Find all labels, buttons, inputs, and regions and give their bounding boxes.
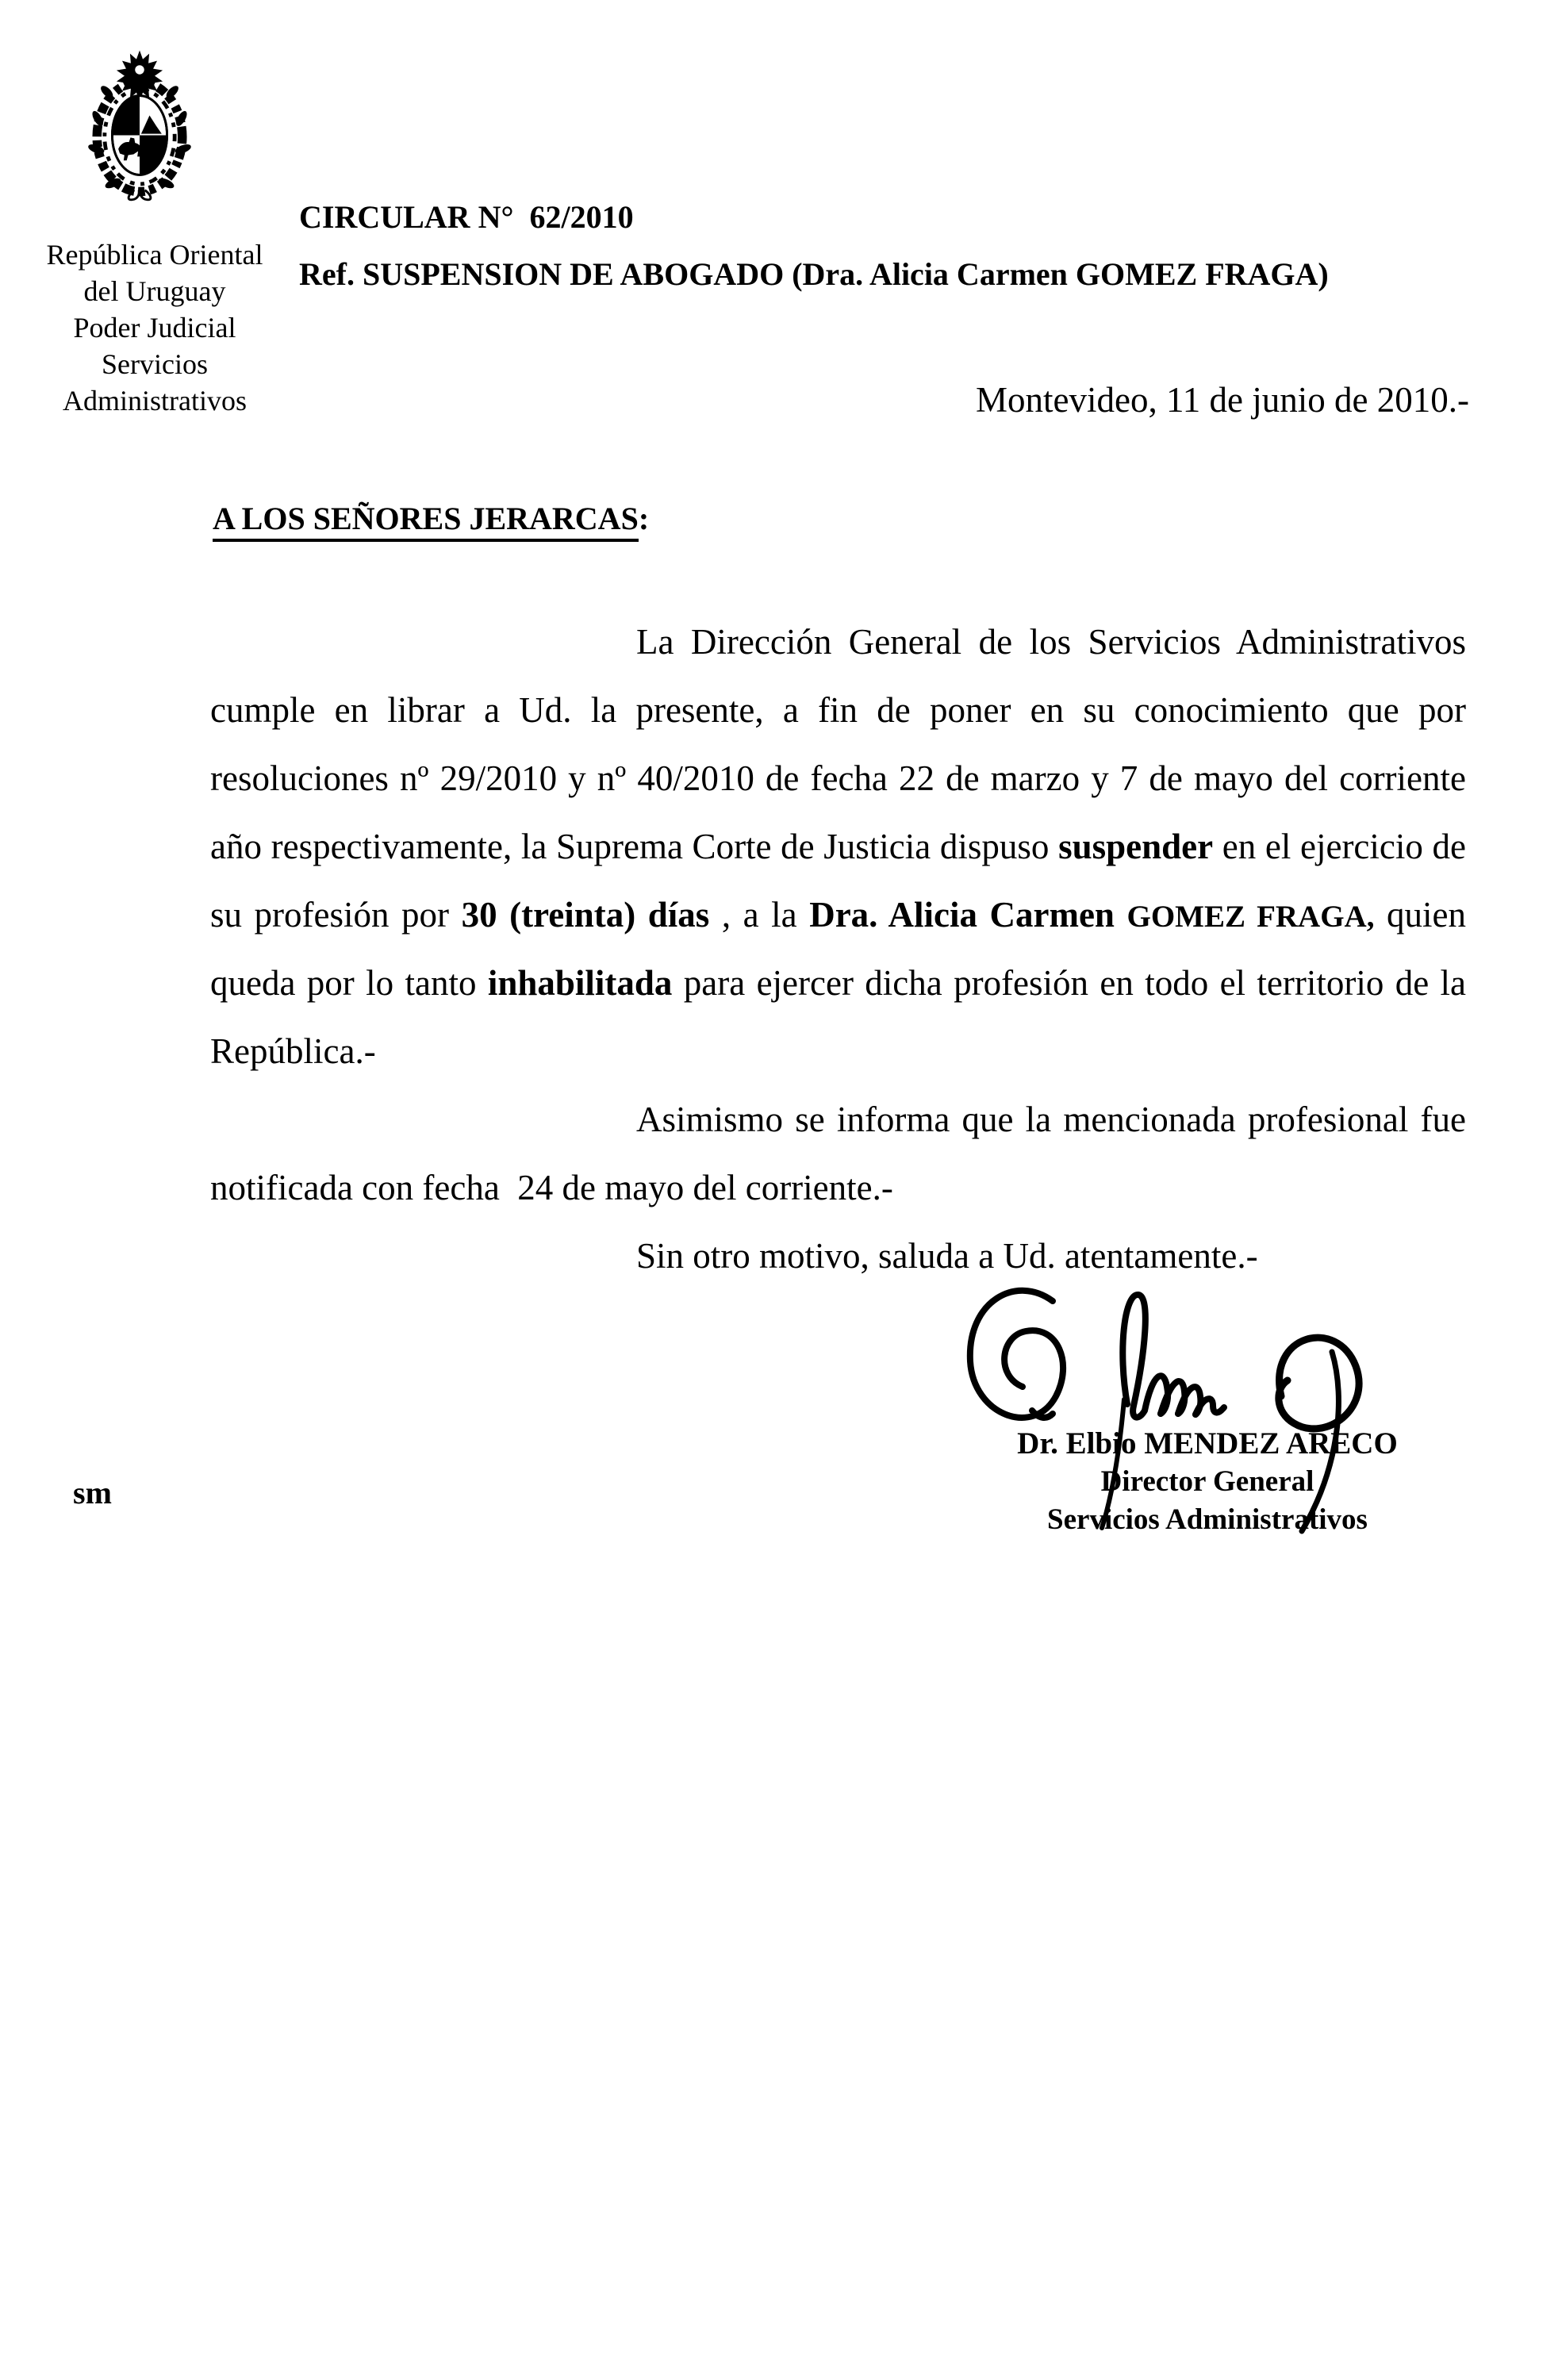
body-text-segment: en el ejercicio de [1213,827,1466,866]
body-line [210,1222,1466,1290]
institution-line: República Oriental [46,239,263,271]
institution-line: Administrativos [63,385,247,416]
signature-block [961,1425,1453,1539]
body-text-segment: queda por lo tanto [210,963,488,1003]
body-line [210,608,1466,676]
salutation-colon: : [638,501,650,536]
typist-initials: sm [73,1475,112,1511]
signer-office: Servicios Administrativos [1047,1503,1368,1536]
body-text-segment: su profesión por [210,895,462,935]
body-text-segment-bold: Dra. Alicia Carmen [809,895,1127,935]
circular-number: CIRCULAR N° 62/2010 [299,199,634,235]
body-text-segment-bold: GOMEZ FRAGA, [1126,900,1375,934]
body-text-segment: notificada con fecha 24 de mayo del corriente.- [210,1168,893,1207]
body-text-segment: Sin otro motivo, saluda a Ud. atentamente.- [636,1236,1258,1276]
body-text-segment-bold: inhabilitada [487,963,673,1003]
institution-line: del Uruguay [83,275,226,307]
signer-title: Director General [1100,1465,1314,1498]
body-text-segment: quien [1374,895,1466,935]
body-text-segment: , a la [709,895,810,935]
body-line [210,1154,1466,1222]
body-line [210,949,1466,1017]
body-line [210,1017,1466,1085]
reference-line: Ref. SUSPENSION DE ABOGADO (Dra. Alicia Carmen GOMEZ FRAGA) [299,256,1329,292]
signer-name: Dr. Elbio MENDEZ ARECO [1017,1426,1398,1461]
body-text-segment: La Dirección General de los Servicios Administrativos [636,622,1466,662]
body-text-segment-bold: 30 (treinta) días [461,895,710,935]
letterhead-institution [22,236,287,419]
uruguay-coat-of-arms-icon [83,49,197,203]
body-text-segment: resoluciones nº 29/2010 y nº 40/2010 de fecha 22 de marzo y 7 de mayo del corriente [210,758,1466,798]
body-text-segment: cumple en librar a Ud. la presente, a fin de poner en su conocimiento que por [210,690,1466,730]
salutation-text: A LOS SEÑORES JERARCAS [213,501,639,542]
dateline: Montevideo, 11 de junio de 2010.- [976,380,1469,420]
body-text-segment: República.- [210,1031,376,1071]
body-line [210,676,1466,744]
salutation [213,500,649,537]
institution-line: Servicios [102,348,208,380]
body-text-segment-bold: suspender [1058,827,1214,866]
body-text-segment: año respectivamente, la Suprema Corte de Justicia dispuso [210,827,1059,866]
body-line [210,812,1466,881]
body-text-segment: para ejercer dicha profesión en todo el territorio de la [672,963,1466,1003]
body-text-segment: Asimismo se informa que la mencionada profesional fue [636,1100,1466,1139]
body-line [210,744,1466,812]
body-line [210,881,1466,949]
institution-line: Poder Judicial [73,312,236,344]
body-line [210,1085,1466,1154]
